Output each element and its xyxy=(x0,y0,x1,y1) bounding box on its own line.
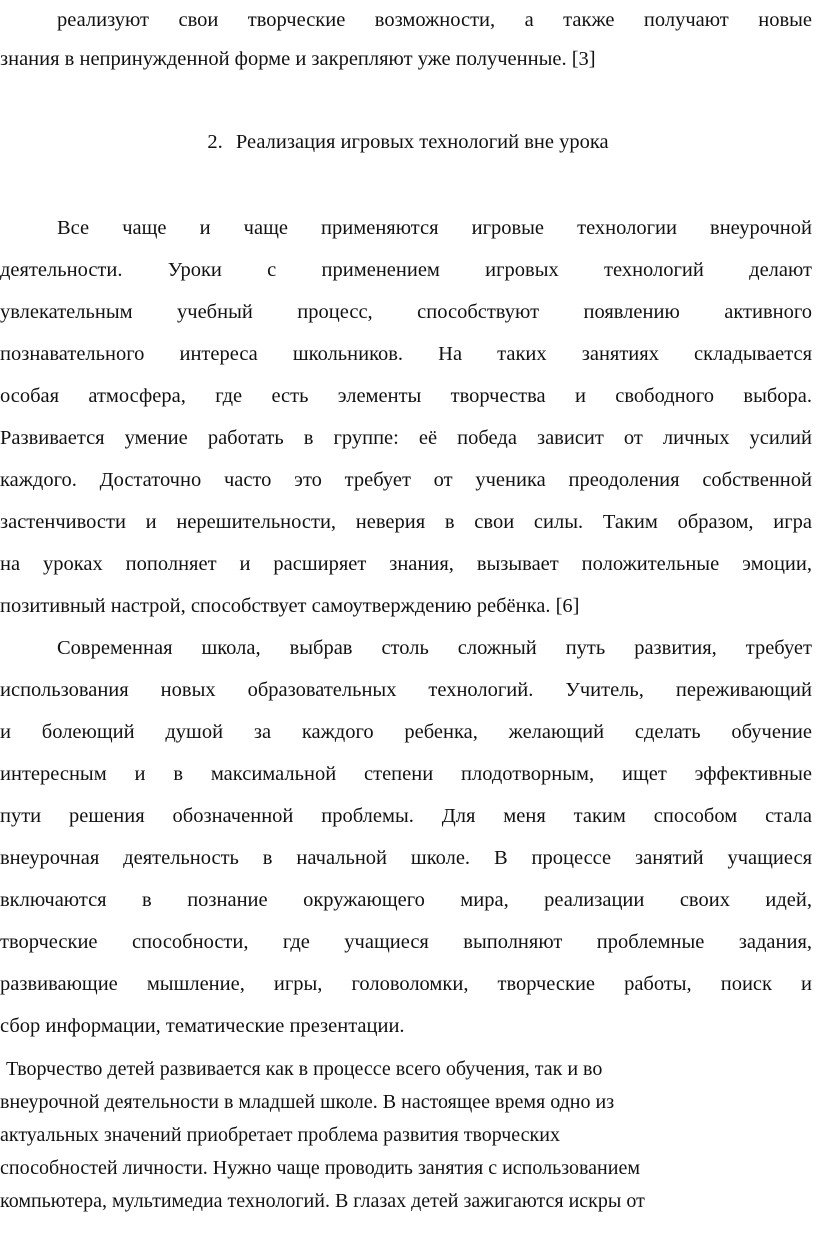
text-line: на уроках пополняет и расширяет знания, вызывает положительные эмоции, xyxy=(0,553,812,575)
text-line: развивающие мышление, игры, головоломки, творческие работы, поиск и xyxy=(0,973,812,995)
text-line: актуальных значений приобретает проблема развития творческих xyxy=(0,1124,560,1146)
text-line: Развивается умение работать в группе: её победа зависит от личных усилий xyxy=(0,427,812,449)
text-line: и болеющий душой за каждого ребенка, желающий сделать обучение xyxy=(0,721,812,743)
text-line: знания в непринужденной форме и закрепляют уже полученные. [3] xyxy=(0,48,596,70)
section-number: 2. xyxy=(207,131,223,153)
text-line: реализуют свои творческие возможности, а также получают новые xyxy=(57,9,812,31)
text-line: пути решения обозначенной проблемы. Для меня таким способом стала xyxy=(0,805,812,827)
section-heading xyxy=(0,128,816,156)
text-line: использования новых образовательных технологий. Учитель, переживающий xyxy=(0,679,812,701)
text-line: Творчество детей развивается как в процессе всего обучения, так и во xyxy=(6,1058,603,1080)
text-line: позитивный настрой, способствует самоутверждению ребёнка. [6] xyxy=(0,595,580,617)
text-line: творческие способности, где учащиеся выполняют проблемные задания, xyxy=(0,931,812,953)
text-line: каждого. Достаточно часто это требует от ученика преодоления собственной xyxy=(0,469,812,491)
text-line: деятельности. Уроки с применением игровых технологий делают xyxy=(0,259,812,281)
text-line: включаются в познание окружающего мира, реализации своих идей, xyxy=(0,889,812,911)
text-line: способностей личности. Нужно чаще проводить занятия с использованием xyxy=(0,1157,640,1179)
text-line: Современная школа, выбрав столь сложный путь развития, требует xyxy=(57,637,812,659)
text-line: сбор информации, тематические презентации. xyxy=(0,1015,405,1037)
text-line: внеурочная деятельность в начальной школе. В процессе занятий учащиеся xyxy=(0,847,812,869)
text-line: особая атмосфера, где есть элементы творчества и свободного выбора. xyxy=(0,385,812,407)
text-line: интересным и в максимальной степени плодотворным, ищет эффективные xyxy=(0,763,812,785)
text-line: увлекательным учебный процесс, способствуют появлению активного xyxy=(0,301,812,323)
section-title: Реализация игровых технологий вне урока xyxy=(235,131,609,153)
text-line: внеурочной деятельности в младшей школе. В настоящее время одно из xyxy=(0,1091,615,1113)
text-line: застенчивости и нерешительности, неверия в свои силы. Таким образом, игра xyxy=(0,511,812,533)
text-line: компьютера, мультимедиа технологий. В глазах детей зажигаются искры от xyxy=(0,1190,645,1212)
text-line: познавательного интереса школьников. На таких занятиях складывается xyxy=(0,343,812,365)
text-line: Все чаще и чаще применяются игровые технологии внеурочной xyxy=(57,217,812,239)
